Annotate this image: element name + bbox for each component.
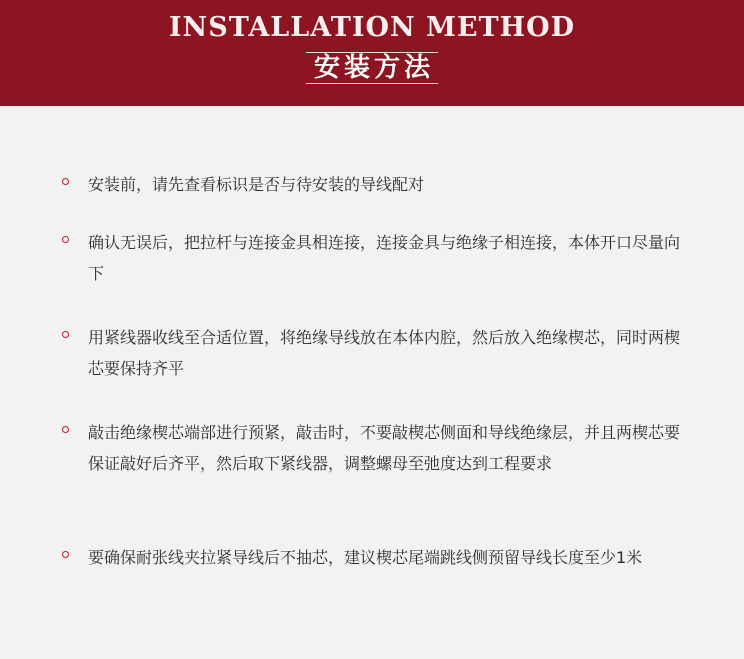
step-text: 安装前，请先查看标识是否与待安装的导线配对 <box>88 175 425 194</box>
title-chinese: 安装方法 <box>306 52 438 84</box>
step-item-5 <box>62 542 682 573</box>
step-text: 确认无误后，把拉杆与连接金具相连接，连接金具与绝缘子相连接，本体开口尽量向下 <box>88 233 681 283</box>
title-chinese-wrap <box>0 52 744 84</box>
step-item-1 <box>62 169 682 200</box>
circle-bullet-icon <box>62 551 69 558</box>
circle-bullet-icon <box>62 236 69 243</box>
step-item-2 <box>62 227 682 289</box>
step-text: 敲击绝缘楔芯端部进行预紧，敲击时，不要敲楔芯侧面和导线绝缘层，并且两楔芯要保证敲好后齐平，然后取下紧线器，调整螺母至弛度达到工程要求 <box>88 423 681 473</box>
circle-bullet-icon <box>62 331 69 338</box>
circle-bullet-icon <box>62 178 69 185</box>
steps-list <box>0 106 744 659</box>
step-item-3 <box>62 322 682 384</box>
title-english: INSTALLATION METHOD <box>168 12 576 43</box>
step-item-4 <box>62 417 682 479</box>
circle-bullet-icon <box>62 426 69 433</box>
step-text: 要确保耐张线夹拉紧导线后不抽芯，建议楔芯尾端跳线侧预留导线长度至少1米 <box>88 548 643 567</box>
step-text: 用紧线器收线至合适位置，将绝缘导线放在本体内腔，然后放入绝缘楔芯，同时两楔芯要保持齐平 <box>88 328 681 378</box>
header-banner <box>0 0 744 106</box>
